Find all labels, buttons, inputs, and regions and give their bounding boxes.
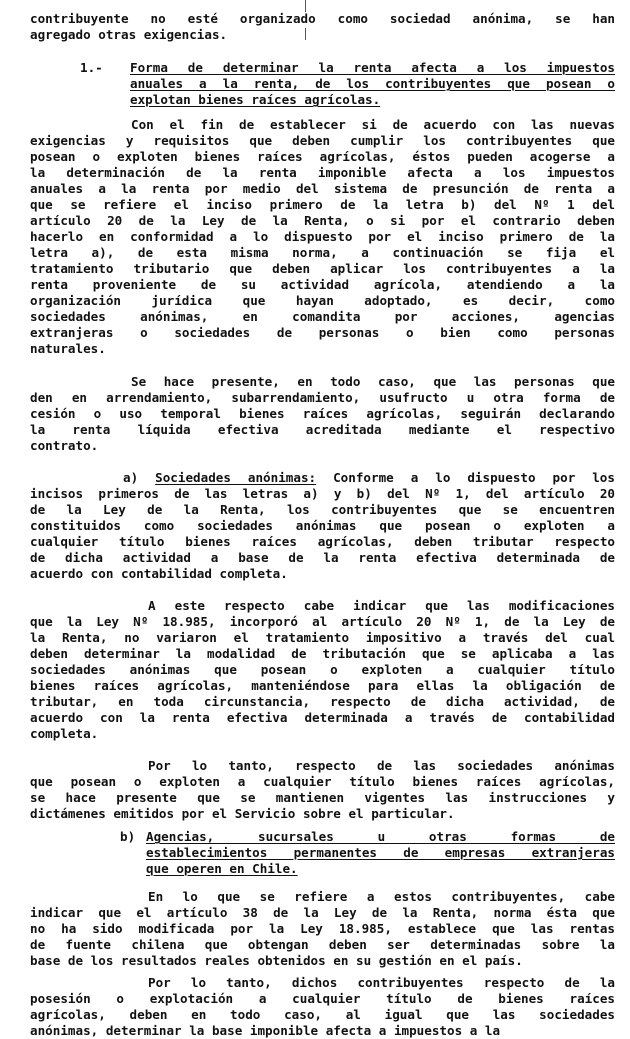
paragraph-line: agrícolas, deben en todo caso, al igual que las sociedades [30,1007,615,1022]
intro-line: contribuyente no esté organizado como sociedad anónima, se han [30,11,615,26]
paragraph-line: Por lo tanto, respecto de las sociedades anónimas [148,758,615,773]
paragraph-line: la determinación de la renta imponible afecta a los impuestos [30,165,615,180]
paragraph-line: anónimas, determinar la base imponible afecta a impuestos a la [30,1023,501,1038]
subsection-label: a) [123,470,139,485]
paragraph-line: acuerdo con contabilidad completa. [30,566,288,581]
section-heading-line: Forma de determinar la renta afecta a los impuestos [130,60,615,75]
paragraph-line: de fuente chilena que obtengan deben ser determinadas sobre la [30,937,615,952]
paragraph-line: extranjeras o sociedades de personas o bien como personas [30,325,615,340]
subsection-heading-line: Agencias, sucursales u otras formas de [146,829,615,844]
section-heading-line: anuales a la renta, de los contribuyentes que posean o [130,76,615,91]
paragraph-line: tratamiento tributario que deben aplicar los contribuyentes a la [30,261,615,276]
paragraph-line: indicar que el artículo 38 de la Ley de la Renta, norma ésta que [30,905,615,920]
section-number: 1.- [80,60,103,75]
paragraph-line: bienes raíces agrícolas, manteniéndose para ellas la obligación de [30,678,615,693]
paragraph-line: letra a), de esta misma norma, a continuación se fija el [30,245,615,260]
subsection-heading-line: que operen en Chile. [146,861,298,876]
paragraph-line: que se refiere el inciso primero de la letra b) del Nº 1 del [30,197,615,212]
paragraph-line: no ha sido modificada por la Ley 18.985, establece que las rentas [30,921,615,936]
paragraph-line: contrato. [30,438,99,453]
paragraph-line: naturales. [30,341,106,356]
paragraph-line: que la Ley Nº 18.985, incorporó al artículo 20 Nº 1, de la Ley de [30,614,615,629]
paragraph-line: acuerdo con la renta efectiva determinada a través de contabilidad [30,710,615,725]
paragraph-line: anuales a la renta por medio del sistema de presunción de renta a [30,181,615,196]
paragraph-line: Con el fin de establecer si de acuerdo con las nuevas [131,117,615,132]
paragraph-line: Por lo tanto, dichos contribuyentes respecto de la [148,975,615,990]
paragraph-line: exigencias y requisitos que deben cumplir los contribuyentes que [30,133,615,148]
paragraph-line: den en arrendamiento, subarrendamiento, usufructo u otra forma de [30,390,615,405]
paragraph-line: que posean o exploten a cualquier título bienes raíces agrícolas, [30,774,615,789]
subsection-a-first-line: a) Sociedades anónimas: Conforme a lo dispuesto por los [123,470,615,485]
paragraph-line: artículo 20 de la Ley de la Renta, o si por el contrario deben [30,213,615,228]
paragraph-line: sociedades anónimas que posean o exploten a cualquier título [30,662,615,677]
paragraph-line: se hace presente que se mantienen vigentes las instrucciones y [30,790,615,805]
paragraph-line: de la Ley de la Renta, los contribuyentes que se encuentren [30,502,615,517]
subsection-title: Sociedades anónimas: [155,470,317,485]
paragraph-line: A este respecto cabe indicar que las modificaciones [148,598,615,613]
paragraph-line: renta proveniente de su actividad agrícola, atendiendo a la [30,277,615,292]
paragraph-line: la Renta, no variaron el tratamiento impositivo a través del cual [30,630,615,645]
paragraph-line: base de los resultados reales obtenidos en su gestión en el país. [30,953,523,968]
paragraph-line: Se hace presente, en todo caso, que las personas que [131,374,615,389]
paragraph-line: tributar, en toda circunstancia, respecto de dicha actividad, de [30,694,615,709]
paragraph-line: de dicha actividad a base de la renta efectiva determinada de [30,550,615,565]
paragraph-line: completa. [30,726,99,741]
paragraph-line: posean o exploten bienes raíces agrícolas, éstos pueden acogerse a [30,149,615,164]
subsection-label: b) [120,829,136,844]
paragraph-line: hacerlo en conformidad a lo dispuesto por el inciso primero de la [30,229,615,244]
paragraph-line: la renta líquida efectiva acreditada mediante el respectivo [30,422,615,437]
paragraph-line: incisos primeros de las letras a) y b) del Nº 1, del artículo 20 [30,486,615,501]
intro-line: agregado otras exigencias. [30,27,228,42]
paragraph-line: sociedades anónimas, en comandita por acciones, agencias [30,309,615,324]
paragraph-line: En lo que se refiere a estos contribuyentes, cabe [148,889,615,904]
paragraph-line: cesión o uso temporal bienes raíces agrícolas, seguirán declarando [30,406,615,421]
paragraph-line: deben determinar la modalidad de tributación que se aplicaba a las [30,646,615,661]
paragraph-line: cualquier título bienes raíces agrícolas, deben tributar respecto [30,534,615,549]
clipped-overflow [0,1007,630,1038]
paragraph-line: posesión o explotación a cualquier título de bienes raíces [30,991,615,1006]
paragraph-line: organización jurídica que hayan adoptado, es decir, como [30,293,615,308]
paragraph-line: dictámenes emitidos por el Servicio sobre el particular. [30,806,455,821]
paragraph-line: constituidos como sociedades anónimas que posean o exploten a [30,518,615,533]
subsection-heading-line: establecimientos permanentes de empresas extranjeras [146,845,615,860]
section-heading-line: explotan bienes raíces agrícolas. [130,92,381,107]
